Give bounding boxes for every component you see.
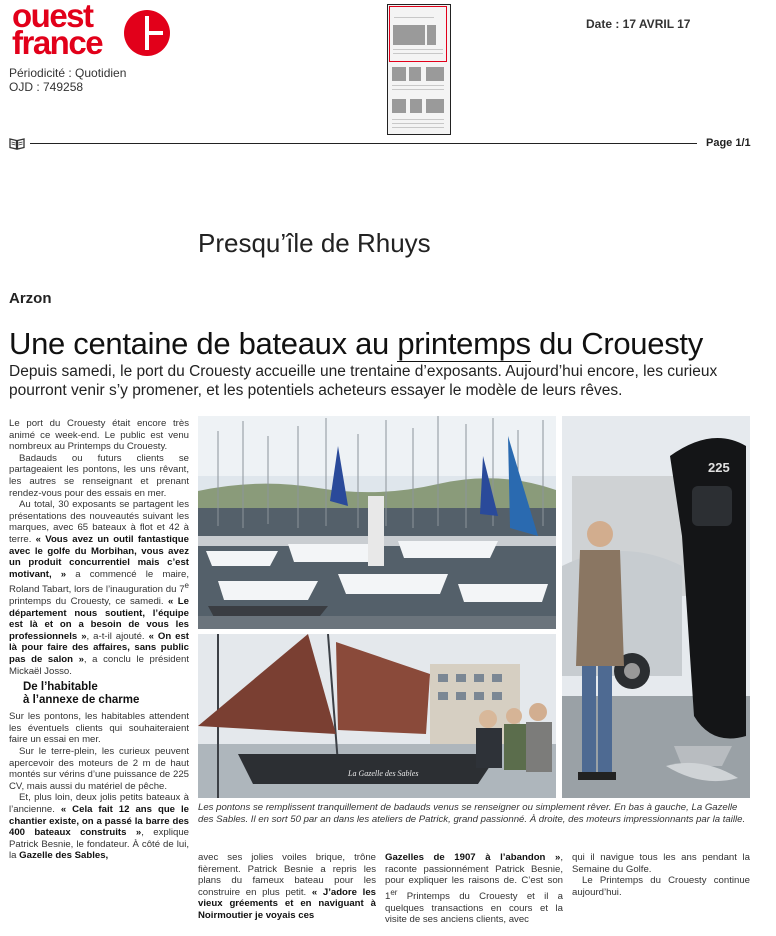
- paragraph: Et, plus loin, deux jolis petits bateaux à l’ancienne. « Cela fait 12 ans que le chantier existe, on a passé la barre des 400 bateaux construits », explique Patrick Besnie, le fondateur. À côté de lui, la Gazelle des Sables,: [9, 792, 189, 862]
- page-indicator: Page 1/1: [706, 137, 751, 149]
- headline-part-2: du Crouesty: [530, 326, 703, 361]
- article-standfirst: Depuis samedi, le port du Crouesty accueille une trentaine d’exposants. Aujourd’hui encore, les curieux pourront venir s’y promener, et les potentiels acheteurs essayer le modèle de leurs rêves.: [9, 363, 718, 399]
- boat-name-label: La Gazelle des Sables: [348, 769, 419, 778]
- gazelle-boat-photo: [198, 634, 556, 798]
- article-column-3: [385, 852, 563, 926]
- logo-word-ouest: ouest: [12, 0, 93, 34]
- article-headline: [9, 326, 703, 362]
- paragraph: Gazelles de 1907 à l’abandon », raconte passionnément Patrick Besnie, pour expliquer les raisons de. C’est son 1er Printemps du Crouesty et il a quelques transactions en cours et la visite de ses anciens clients, avec: [385, 852, 563, 926]
- paragraph: Le port du Crouesty était encore très animé ce week-end. Le public est venu nombreux au Printemps du Crouesty.: [9, 418, 189, 453]
- headline-part-1: Une centaine de bateaux au: [9, 326, 398, 361]
- paragraph: Le Printemps du Crouesty continue aujourd’hui.: [572, 875, 750, 898]
- article-column-2: [198, 852, 376, 922]
- article-column-1: [9, 418, 189, 862]
- periodicity: Périodicité : Quotidien: [9, 66, 127, 80]
- paragraph: qui il navigue tous les ans pendant la Semaine du Golfe.: [572, 852, 750, 875]
- paragraph: Badauds ou futurs clients se partageaient les pontons, les uns rêvant, les autres se renseignant et prenant rendez-vous pour des essais en mer.: [9, 452, 189, 499]
- motor-power-label: 225: [708, 460, 730, 475]
- marina-photo: [198, 416, 556, 629]
- headline-highlight: printemps: [397, 326, 531, 361]
- ojd-count: OJD : 749258: [9, 80, 84, 94]
- logo-word-france: france: [12, 24, 103, 61]
- page-thumbnail[interactable]: [387, 4, 451, 135]
- ouest-france-logo-icon: [124, 10, 170, 56]
- article-kicker: Arzon: [9, 290, 52, 307]
- outboard-motor-photo: [562, 416, 750, 798]
- paragraph: avec ses jolies voiles brique, trône fièrement. Patrick Besnie a repris les plans du fameux bateau pour les construire en plus petit. « J’adore les vieux gréements et en naviguant à Noirmoutier je voyais ces: [198, 852, 376, 921]
- paragraph: Sur le terre-plein, les curieux peuvent apercevoir des moteurs de 2 m de haut montés sur vérins d’une puissance de 225 CV, mais aussi du matériel de pêche.: [9, 746, 189, 792]
- article-column-4: [572, 852, 750, 898]
- publication-date: Date : 17 AVRIL 17: [586, 17, 691, 31]
- paragraph: Au total, 30 exposants se partagent les présentations des nouveautés suivant les marques, avec 65 bateaux à flot et 42 à terre. « Vous avez un outil fantastique avec le golfe du Morbihan, vous avez un produit concurrentiel mais c’est motivant, » a commencé le maire, Roland Tabart, lors de l’inauguration du 7e printemps du Crouesty, ce samedi. « Le département nous soutient, l’équipe est là et on a besoin de vous les professionnels », a-t-il ajouté. « On est là pour faire des affaires, sans public pas de salon », a conclu le président Mickaël Josso.: [9, 499, 190, 677]
- book-icon: [9, 137, 25, 150]
- section-title: Presqu’île de Rhuys: [198, 228, 431, 258]
- header-divider: [30, 143, 697, 144]
- photo-caption: Les pontons se remplissent tranquillement de badauds venus se renseigner ou simplement rêver. En bas à gauche, La Gazelle des Sables. Il en sort 50 par an dans les ateliers de Patrick, grand passionné. À droite, des moteurs impressionnants par la taille.: [198, 802, 746, 825]
- ouest-france-logo: [12, 0, 103, 61]
- subheading: De l’habitable à l’annexe de charme: [23, 681, 140, 707]
- paragraph: Sur les pontons, les habitables attendent les éventuels clients qui souhaiteraient faire un essai en mer.: [9, 711, 189, 746]
